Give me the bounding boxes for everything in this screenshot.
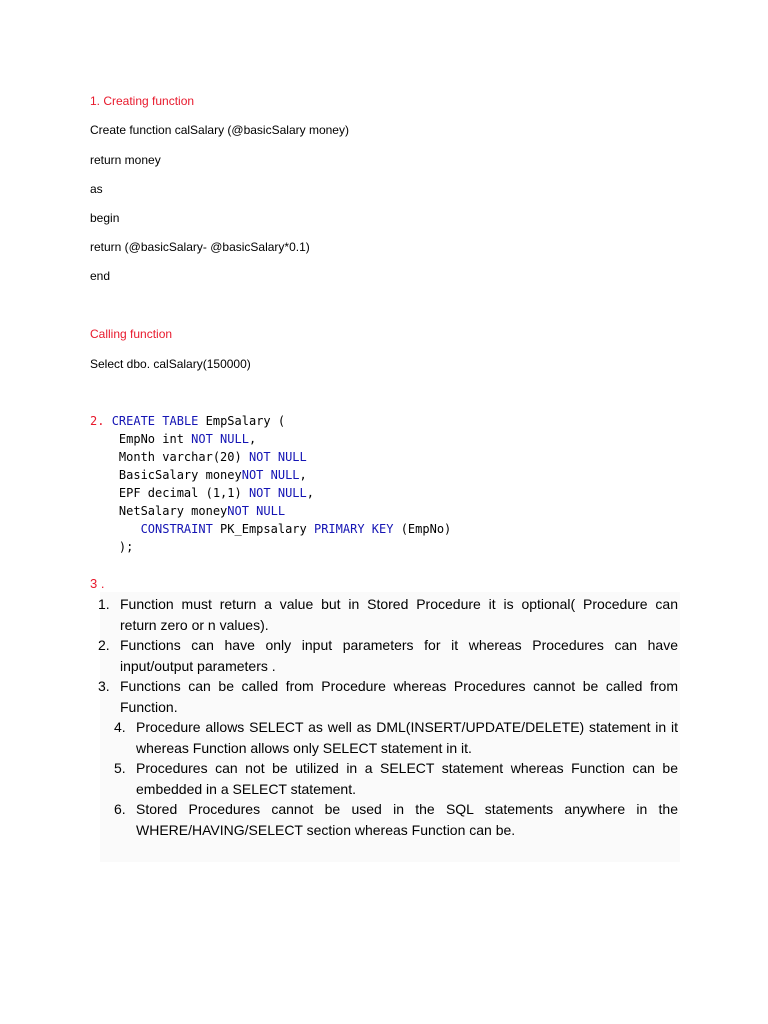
sql-keyword: CONSTRAINT [140, 522, 213, 536]
sql-keyword: NOT NULL [248, 486, 307, 500]
list-item-number: 2. [98, 637, 110, 653]
list-item-number: 6. [114, 801, 126, 817]
list-item-number: 1. [98, 596, 110, 612]
sql-text [90, 522, 141, 536]
calling-line: Select dbo. calSalary(150000) [90, 357, 251, 371]
sql-keyword: PRIMARY KEY [313, 522, 394, 536]
sql-text: BasicSalary money [90, 468, 242, 482]
list-item-line: embedded in a SELECT statement. [136, 781, 356, 797]
sql-line-close [90, 540, 133, 554]
sql-keyword: CREATE [111, 414, 156, 428]
answers-panel [100, 592, 680, 862]
code-line: return money [90, 153, 161, 167]
sql-line-create [90, 414, 285, 428]
list-item-number: 5. [114, 760, 126, 776]
list-item-line: Functions can be called from Procedure whereas Procedures cannot be called from [120, 678, 678, 694]
sql-keyword: NOT NULL [248, 450, 307, 464]
sql-line-col3 [90, 468, 307, 482]
sql-text: , [306, 486, 314, 500]
sql-line-col2 [90, 450, 307, 464]
code-line: begin [90, 211, 120, 225]
section1-heading: 1. Creating function [90, 94, 195, 108]
sql-text: PK_Empsalary [212, 522, 314, 536]
sql-keyword: NOT NULL [191, 432, 249, 446]
list-item-number: 4. [114, 719, 126, 735]
list-item-line: whereas Function allows only SELECT statement in it. [136, 740, 472, 756]
list-item-line: Functions can have only input parameters for it whereas Procedures can have [120, 637, 678, 653]
section3-heading: 3 . [90, 576, 105, 591]
sql-text: Month varchar(20) [90, 450, 249, 464]
sql-text: EPF decimal (1,1) [90, 486, 249, 500]
code-line: as [90, 182, 103, 196]
code-line: return (@basicSalary- @basicSalary*0.1) [90, 240, 310, 254]
calling-heading: Calling function [90, 327, 173, 341]
sql-text: ); [90, 540, 134, 554]
sql-text: (EmpNo) [393, 522, 452, 536]
sql-line-col5 [90, 504, 285, 518]
list-item-line: Function must return a value but in Stored Procedure it is optional( Procedure can [120, 596, 678, 612]
sql-line-col1 [90, 432, 256, 446]
list-item-line: Procedure allows SELECT as well as DML(INSERT/UPDATE/DELETE) statement in it [136, 719, 678, 735]
list-item [114, 758, 678, 800]
sql-text: EmpSalary ( [198, 414, 286, 428]
sql-keyword: NOT NULL [227, 504, 286, 518]
list-item-line: input/output parameters . [120, 658, 276, 674]
list-item-number: 3. [98, 678, 110, 694]
list-item [114, 717, 678, 759]
sql-line-col4 [90, 486, 314, 500]
code-line: Create function calSalary (@basicSalary money) [90, 123, 349, 137]
sql-text: EmpNo int [90, 432, 192, 446]
code-line: end [90, 269, 111, 283]
sql-line-constraint [90, 522, 451, 536]
list-item [98, 594, 678, 636]
list-item-line: Function. [120, 699, 178, 715]
list-item-line: return zero or n values). [120, 617, 269, 633]
sql-text: NetSalary money [90, 504, 228, 518]
sql-keyword: TABLE [162, 414, 199, 428]
sql-keyword: NOT NULL [241, 468, 300, 482]
section2-number: 2. [90, 414, 105, 428]
list-item-line: Procedures can not be utilized in a SELECT statement whereas Function can be [136, 760, 678, 776]
list-item-line: Stored Procedures cannot be used in the SQL statements anywhere in the [136, 801, 678, 817]
list-item [98, 635, 678, 677]
list-item-line: WHERE/HAVING/SELECT section whereas Function can be. [136, 822, 516, 838]
sql-text: , [299, 468, 307, 482]
sql-text: , [248, 432, 257, 446]
list-item [114, 799, 678, 841]
list-item [98, 676, 678, 718]
